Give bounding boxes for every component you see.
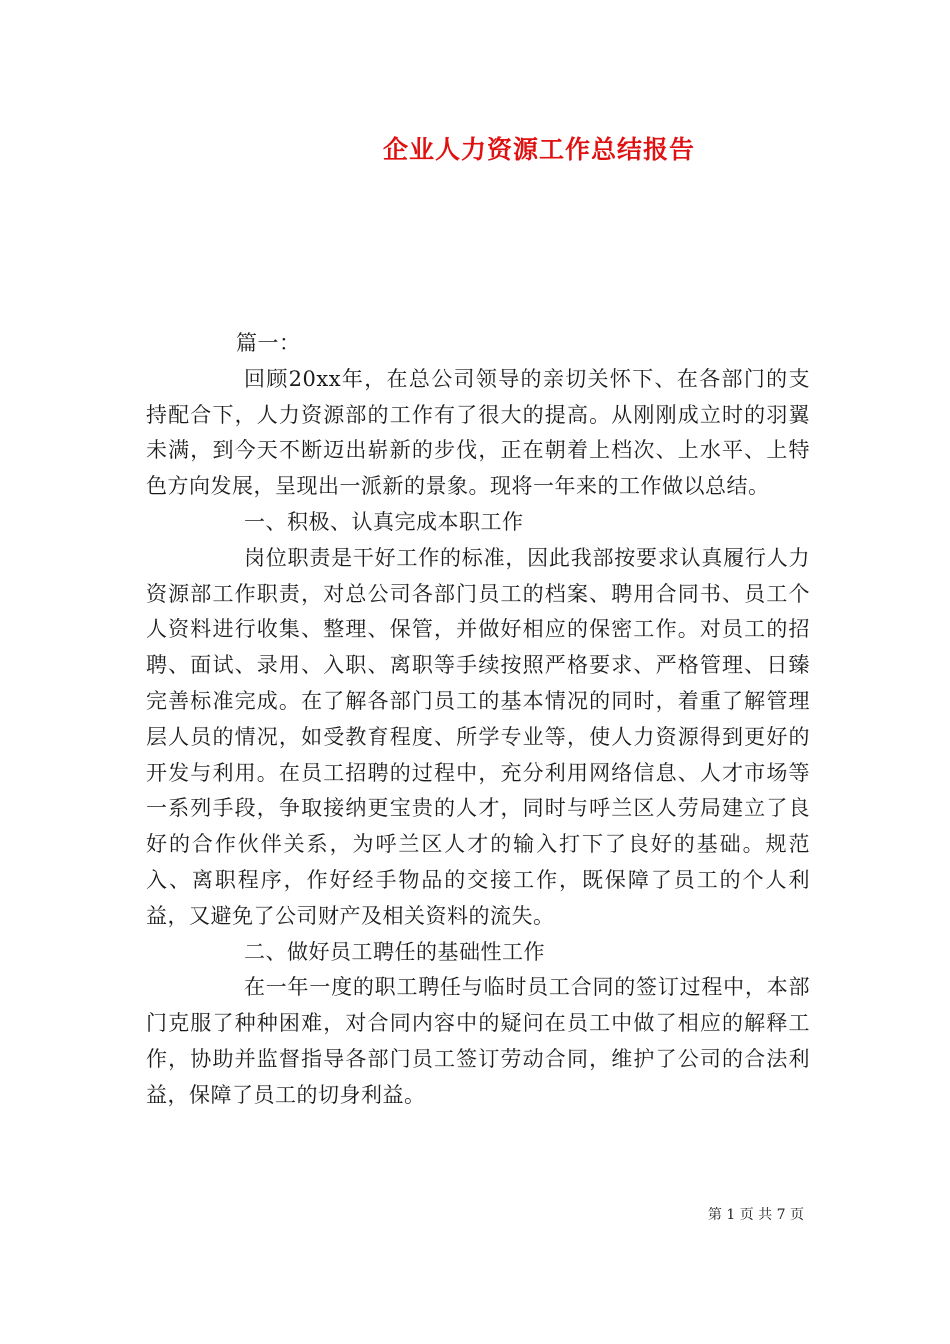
section-label: 篇一： [236,331,301,355]
document-title: 企业人力资源工作总结报告 [382,135,695,164]
body-paragraph-2: 在一年一度的职工聘任与临时员工合同的签订过程中，本部门克服了种种困难，对合同内容中的疑问在员工中做了相应的解释工作，协助并监督指导各部门员工签订劳动合同，维护了公司的合法利益，保障了员工的切身利益。 [146,975,810,1107]
section-heading-2: 二、做好员工聘任的基础性工作 [244,939,545,964]
intro-paragraph: 回顾20xx年，在总公司领导的亲切关怀下、在各部门的支持配合下，人力资源部的工作有了很大的提高。从刚刚成立时的羽翼未满，到今天不断迈出崭新的步伐，正在朝着上档次、上水平、上特色方向发展，呈现出一派新的景象。现将一年来的工作做以总结。 [146,366,810,499]
page-number-footer: 第 1 页 共 7 页 [707,1207,804,1223]
body-paragraph-1: 岗位职责是干好工作的标准，因此我部按要求认真履行人力资源部工作职责，对总公司各部门员工的档案、聘用合同书、员工个人资料进行收集、整理、保管，并做好相应的保密工作。对员工的招聘、面试、录用、入职、离职等手续按照严格要求、严格管理、日臻完善标准完成。在了解各部门员工的基本情况的同时，着重了解管理层人员的情况，如受教育程度、所学专业等，使人力资源得到更好的开发与利用。在员工招聘的过程中，充分利用网络信息、人才市场等一系列手段，争取接纳更宝贵的人才，同时与呼兰区人劳局建立了良好的合作伙伴关系，为呼兰区人才的输入打下了良好的基础。规范入、离职程序，作好经手物品的交接工作，既保障了员工的个人利益，又避免了公司财产及相关资料的流失。 [146,545,810,928]
section-heading-1: 一、积极、认真完成本职工作 [244,509,524,534]
document-body [146,326,810,1114]
